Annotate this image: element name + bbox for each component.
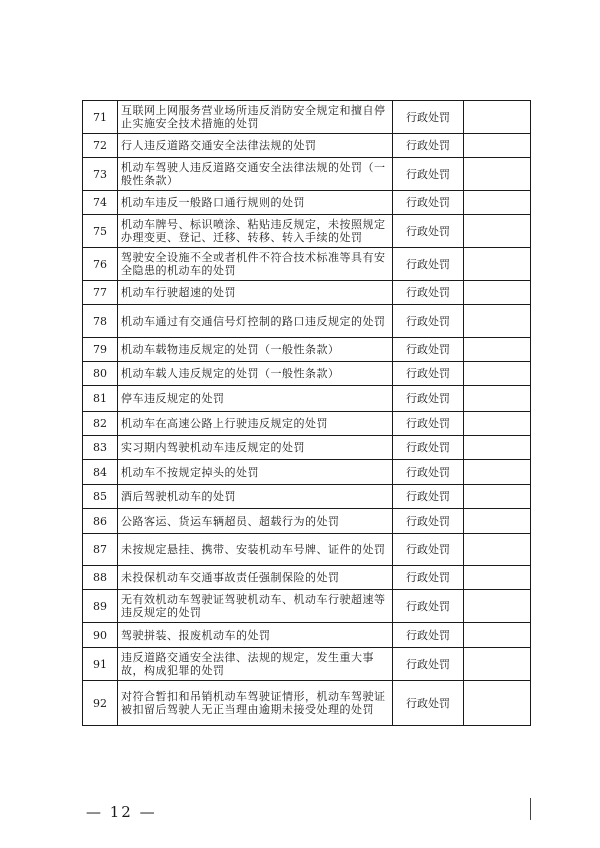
table-row <box>83 158 531 191</box>
item-name: 违反道路交通安全法律、法规的规定，发生重大事故，构成犯罪的处罚 <box>118 648 393 681</box>
remarks-cell <box>464 590 531 623</box>
item-name: 未投保机动车交通事故责任强制保险的处罚 <box>118 566 393 590</box>
margin-rule <box>530 798 531 820</box>
remarks-cell <box>464 248 531 281</box>
row-number: 85 <box>83 485 118 509</box>
table-row <box>83 566 531 590</box>
item-name: 机动车在高速公路上行驶违反规定的处罚 <box>118 412 393 436</box>
row-number: 76 <box>83 248 118 281</box>
item-type: 行政处罚 <box>393 134 464 158</box>
remarks-cell <box>464 134 531 158</box>
row-number: 72 <box>83 134 118 158</box>
row-number: 91 <box>83 648 118 681</box>
table-row <box>83 338 531 362</box>
remarks-cell <box>464 281 531 305</box>
remarks-cell <box>464 101 531 134</box>
remarks-cell <box>464 362 531 386</box>
row-number: 80 <box>83 362 118 386</box>
item-name: 酒后驾驶机动车的处罚 <box>118 485 393 509</box>
row-number: 84 <box>83 460 118 485</box>
table-row <box>83 590 531 623</box>
item-name: 机动车驾驶人违反道路交通安全法律法规的处罚（一般性条款） <box>118 158 393 191</box>
table-row <box>83 509 531 534</box>
item-type: 行政处罚 <box>393 623 464 648</box>
table-row <box>83 412 531 436</box>
item-type: 行政处罚 <box>393 248 464 281</box>
item-type: 行政处罚 <box>393 485 464 509</box>
table-row <box>83 436 531 460</box>
item-type: 行政处罚 <box>393 436 464 460</box>
table-row <box>83 460 531 485</box>
table-row <box>83 248 531 281</box>
row-number: 74 <box>83 191 118 215</box>
item-name: 机动车载人违反规定的处罚（一般性条款） <box>118 362 393 386</box>
item-name: 机动车牌号、标识喷涂、粘贴违反规定，未按照规定办理变更、登记、迁移、转移、转入手续的处罚 <box>118 215 393 248</box>
row-number: 71 <box>83 101 118 134</box>
item-type: 行政处罚 <box>393 534 464 566</box>
remarks-cell <box>464 460 531 485</box>
row-number: 78 <box>83 305 118 338</box>
row-number: 92 <box>83 681 118 726</box>
remarks-cell <box>464 534 531 566</box>
row-number: 89 <box>83 590 118 623</box>
remarks-cell <box>464 623 531 648</box>
remarks-cell <box>464 681 531 726</box>
item-type: 行政处罚 <box>393 648 464 681</box>
item-type: 行政处罚 <box>393 590 464 623</box>
remarks-cell <box>464 412 531 436</box>
item-type: 行政处罚 <box>393 101 464 134</box>
table-row <box>83 191 531 215</box>
item-type: 行政处罚 <box>393 509 464 534</box>
item-name: 机动车违反一般路口通行规则的处罚 <box>118 191 393 215</box>
remarks-cell <box>464 509 531 534</box>
row-number: 82 <box>83 412 118 436</box>
item-type: 行政处罚 <box>393 566 464 590</box>
table-row <box>83 101 531 134</box>
item-type: 行政处罚 <box>393 215 464 248</box>
page-number: — 12 — <box>86 803 157 821</box>
item-name: 行人违反道路交通安全法律法规的处罚 <box>118 134 393 158</box>
table-row <box>83 485 531 509</box>
item-name: 机动车不按规定掉头的处罚 <box>118 460 393 485</box>
item-name: 机动车载物违反规定的处罚（一般性条款） <box>118 338 393 362</box>
item-name: 停车违反规定的处罚 <box>118 386 393 412</box>
penalty-table <box>82 100 531 726</box>
remarks-cell <box>464 305 531 338</box>
remarks-cell <box>464 191 531 215</box>
item-name: 互联网上网服务营业场所违反消防安全规定和擅自停止实施安全技术措施的处罚 <box>118 101 393 134</box>
table-row <box>83 534 531 566</box>
remarks-cell <box>464 566 531 590</box>
item-type: 行政处罚 <box>393 158 464 191</box>
remarks-cell <box>464 648 531 681</box>
item-type: 行政处罚 <box>393 305 464 338</box>
item-name: 无有效机动车驾驶证驾驶机动车、机动车行驶超速等违反规定的处罚 <box>118 590 393 623</box>
item-name: 未按规定悬挂、携带、安装机动车号牌、证件的处罚 <box>118 534 393 566</box>
table-row <box>83 281 531 305</box>
table-row <box>83 648 531 681</box>
remarks-cell <box>464 158 531 191</box>
item-name: 机动车通过有交通信号灯控制的路口违反规定的处罚 <box>118 305 393 338</box>
table-row <box>83 215 531 248</box>
remarks-cell <box>464 436 531 460</box>
remarks-cell <box>464 338 531 362</box>
item-name: 公路客运、货运车辆超员、超载行为的处罚 <box>118 509 393 534</box>
table-row <box>83 362 531 386</box>
item-type: 行政处罚 <box>393 386 464 412</box>
remarks-cell <box>464 386 531 412</box>
item-type: 行政处罚 <box>393 362 464 386</box>
remarks-cell <box>464 215 531 248</box>
row-number: 77 <box>83 281 118 305</box>
row-number: 73 <box>83 158 118 191</box>
item-name: 对符合暂扣和吊销机动车驾驶证情形，机动车驾驶证被扣留后驾驶人无正当理由逾期未接受处理的处罚 <box>118 681 393 726</box>
item-type: 行政处罚 <box>393 460 464 485</box>
row-number: 83 <box>83 436 118 460</box>
item-type: 行政处罚 <box>393 412 464 436</box>
row-number: 79 <box>83 338 118 362</box>
item-type: 行政处罚 <box>393 191 464 215</box>
row-number: 88 <box>83 566 118 590</box>
row-number: 81 <box>83 386 118 412</box>
item-name: 实习期内驾驶机动车违反规定的处罚 <box>118 436 393 460</box>
table-row <box>83 681 531 726</box>
row-number: 87 <box>83 534 118 566</box>
table-row <box>83 386 531 412</box>
item-type: 行政处罚 <box>393 681 464 726</box>
table-row <box>83 305 531 338</box>
item-type: 行政处罚 <box>393 338 464 362</box>
row-number: 75 <box>83 215 118 248</box>
item-name: 驾驶拼装、报废机动车的处罚 <box>118 623 393 648</box>
row-number: 90 <box>83 623 118 648</box>
item-name: 机动车行驶超速的处罚 <box>118 281 393 305</box>
table-row <box>83 623 531 648</box>
row-number: 86 <box>83 509 118 534</box>
remarks-cell <box>464 485 531 509</box>
item-type: 行政处罚 <box>393 281 464 305</box>
table-row <box>83 134 531 158</box>
table-body <box>83 101 531 726</box>
item-name: 驾驶安全设施不全或者机件不符合技术标准等具有安全隐患的机动车的处罚 <box>118 248 393 281</box>
